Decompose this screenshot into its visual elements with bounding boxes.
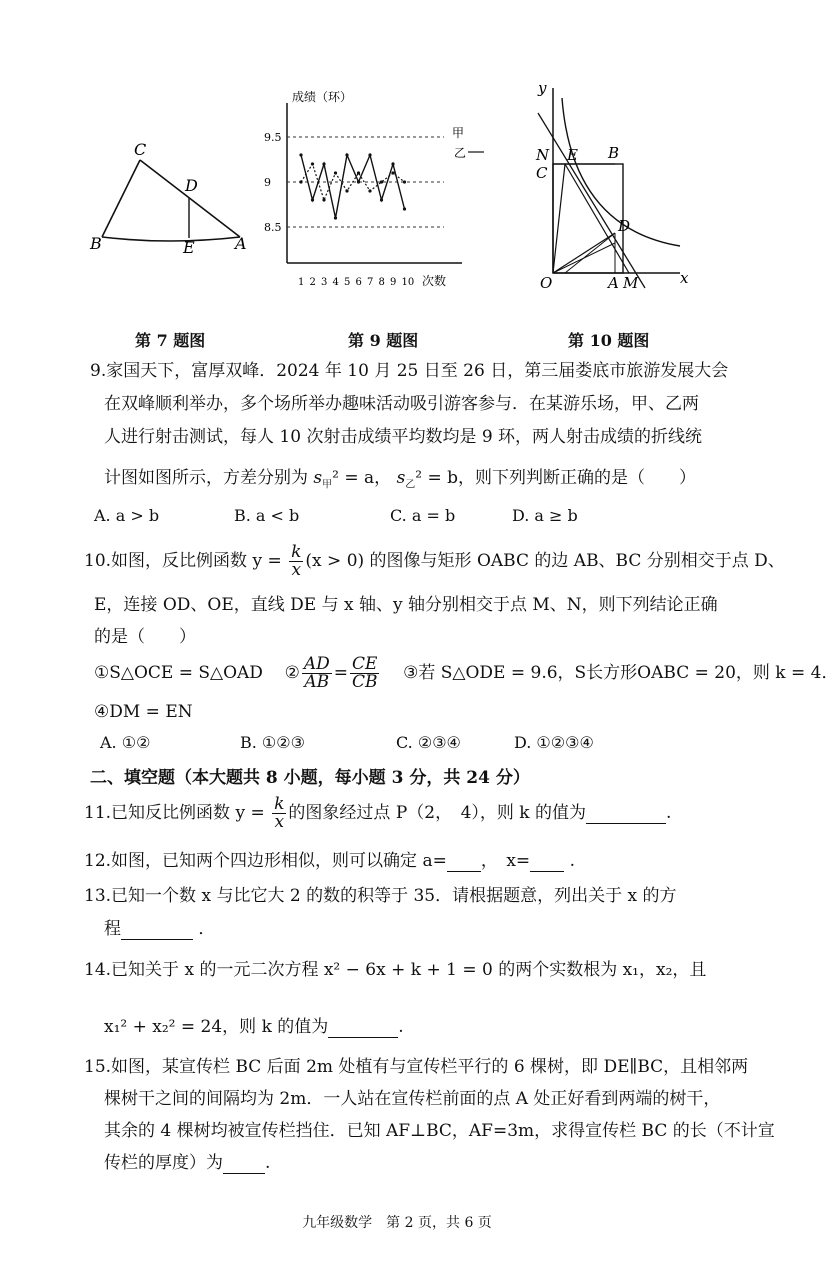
fig10-label-D: D	[618, 217, 631, 235]
q9-eq1: ² = a，	[332, 468, 392, 488]
chart9-point-jia	[334, 216, 337, 219]
q11-answer-blank[interactable]	[586, 803, 666, 824]
q12-number: 12.	[84, 851, 112, 871]
chart9-point-jia	[357, 180, 360, 183]
page-footer: 九年级数学 第 2 页，共 6 页	[302, 1215, 492, 1231]
fig10-line-DM	[565, 233, 615, 273]
fig7-caption: 第 7 题图	[135, 331, 206, 350]
fig7-label-D: D	[185, 176, 198, 195]
q11-frac-den: x	[274, 812, 285, 832]
fig7-label-B: B	[90, 234, 102, 253]
chart9-ylabel: 成绩（环）	[292, 90, 353, 104]
q11-fraction	[272, 796, 286, 831]
q10-fraction	[289, 544, 303, 579]
figure-9-chart	[262, 85, 487, 295]
q9-option-a[interactable]: A. a > b	[94, 506, 160, 525]
q15-number: 15.	[84, 1057, 112, 1077]
q10-conclusion-3: ③若 S△ODE = 9.6，S长方形OABC = 20，则 k = 4．	[403, 663, 838, 683]
q13-end: ．	[198, 919, 216, 939]
q9-line-4	[104, 463, 696, 490]
q10-number: 10.	[84, 551, 112, 571]
q10-c2-eq: =	[333, 663, 348, 683]
fig10-label-x: x	[680, 269, 689, 287]
chart9-point-yi	[311, 162, 314, 165]
q12-end: .	[569, 851, 575, 871]
q9-option-b[interactable]: B. a < b	[234, 506, 300, 525]
chart9-ytick: 9	[264, 176, 271, 189]
q15-line-4	[104, 1148, 270, 1174]
q10-conclusion-2-prefix: ②	[284, 663, 300, 683]
q10-line-3: 的是（ ）	[94, 627, 196, 647]
chart9-xtick: 5	[344, 277, 351, 288]
chart9-point-yi	[299, 180, 302, 183]
q11-text-b: 的图象经过点 P（2， 4），则 k 的值为	[288, 803, 587, 823]
chart9-xtick: 4	[332, 277, 339, 288]
q10-option-d[interactable]: D. ①②③④	[514, 733, 594, 752]
chart9-xtick: 1	[298, 277, 305, 288]
q10-text-1a: 如图，反比例函数 y =	[111, 551, 282, 571]
q15-line-1	[84, 1052, 748, 1077]
fig10-label-O: O	[540, 274, 553, 292]
fig10-label-B: B	[608, 144, 620, 162]
q13-line-1	[84, 881, 677, 906]
q10-option-b[interactable]: B. ①②③	[240, 733, 305, 752]
q9-line-1	[90, 356, 728, 381]
fig7-label-A: A	[235, 234, 247, 253]
q10-c2-n1: AD	[303, 654, 330, 674]
q9-s1: s	[313, 468, 323, 488]
chart9-point-jia	[299, 153, 302, 156]
q9-number: 9.	[90, 361, 107, 381]
figure-10	[530, 78, 700, 293]
q11-number: 11.	[84, 803, 112, 823]
q9-eq2: ² = b，则下列判断正确的是（ ）	[415, 468, 697, 488]
q11-frac-num: k	[274, 794, 285, 814]
chart9-point-jia	[403, 207, 406, 210]
q15-text-1: 如图，某宣传栏 BC 后面 2m 处植有与宣传栏平行的 6 棵树，即 DE∥BC，且相邻两	[111, 1057, 749, 1077]
chart9-xlabel: 次数	[422, 274, 447, 288]
q9-option-c[interactable]: C. a = b	[390, 506, 456, 525]
q10-frac-num: k	[291, 542, 302, 562]
q10-c2-frac1	[302, 656, 332, 691]
q15-answer-blank[interactable]	[223, 1153, 265, 1174]
q13-answer-blank[interactable]	[121, 919, 193, 940]
q12-answer-a-blank[interactable]	[447, 851, 481, 872]
fig7-arc	[102, 237, 240, 241]
q15-text-last: 传栏的厚度）为	[104, 1153, 223, 1173]
chart9-xtick: 10	[401, 277, 415, 288]
figure-7	[80, 135, 260, 265]
fig7-label-E: E	[183, 238, 195, 257]
q13-text-a: 已知一个数 x 与比它大 2 的数的积等于 35．请根据题意，列出关于 x 的方	[111, 886, 677, 906]
q10-line-1	[84, 544, 785, 579]
q15-line-2: 棵树干之间的间隔均为 2m．一人站在宣传栏前面的点 A 处正好看到两端的树干，	[104, 1089, 721, 1109]
fig10-line-OE	[553, 164, 565, 273]
q9-text-4a: 计图如图所示，方差分别为	[104, 468, 308, 488]
chart9-point-jia	[391, 162, 394, 165]
q14-end: .	[398, 1017, 404, 1037]
chart9-legend-jia: 甲	[452, 126, 465, 140]
fig7-side-ca	[140, 160, 240, 237]
chart9-point-jia	[368, 153, 371, 156]
fig10-caption: 第 10 题图	[568, 331, 650, 350]
chart9-point-yi	[403, 180, 406, 183]
q9-s1-sub: 甲	[322, 479, 333, 491]
q14-line-1	[84, 955, 706, 980]
q10-c2-frac2	[350, 656, 380, 691]
chart9-point-jia	[345, 153, 348, 156]
fig10-label-M: M	[623, 274, 639, 292]
q10-option-a[interactable]: A. ①②	[100, 733, 151, 752]
fig10-label-A: A	[608, 274, 619, 292]
q15-line-3: 其余的 4 棵树均被宣传栏挡住．已知 AF⊥BC，AF=3m，求得宣传栏 BC 的长（不计宣	[104, 1121, 775, 1141]
chart9-point-jia	[380, 198, 383, 201]
q10-c2-n2: CE	[350, 656, 380, 674]
q15-end: .	[265, 1153, 271, 1173]
q9-line-2: 在双峰顺利举办，多个场所举办趣味活动吸引游客参与．在某游乐场，甲、乙两	[104, 394, 699, 414]
fig9-caption: 第 9 题图	[348, 331, 419, 350]
chart9-point-yi	[391, 171, 394, 174]
fig7-side-cb	[102, 160, 140, 237]
q10-conclusions	[94, 656, 838, 691]
fig10-line-OD2	[553, 243, 615, 273]
q10-conclusion-4: ④DM = EN	[94, 702, 193, 722]
chart9-legend-yi: 乙	[454, 146, 467, 160]
chart9-point-yi	[345, 189, 348, 192]
q12-answer-x-blank[interactable]	[530, 851, 564, 872]
fig10-line-OD	[553, 233, 615, 273]
q14-line-2	[104, 1012, 404, 1038]
q10-c2-d1: AB	[304, 672, 330, 692]
chart9-xtick: 2	[309, 277, 316, 288]
chart9-xtick: 3	[321, 277, 328, 288]
q9-option-d[interactable]: D. a ≥ b	[512, 506, 578, 525]
chart9-ytick: 8.5	[264, 221, 282, 234]
q13-text-b: 程	[104, 919, 121, 939]
q11-text-a: 已知反比例函数 y =	[111, 803, 265, 823]
chart9-point-jia	[311, 198, 314, 201]
section-2-heading: 二、填空题（本大题共 8 小题，每小题 3 分，共 24 分）	[90, 768, 530, 788]
q9-s2-sub: 乙	[405, 479, 416, 491]
chart9-xtick: 7	[367, 277, 374, 288]
fig7-label-C: C	[134, 140, 147, 159]
chart9-xtick: 6	[355, 277, 362, 288]
chart9-point-yi	[380, 180, 383, 183]
q10-frac-den: x	[291, 560, 302, 580]
q12-text-a: 如图，已知两个四边形相似，则可以确定 a=	[111, 851, 447, 871]
q12	[84, 846, 575, 872]
q11	[84, 796, 671, 831]
q14-number: 14.	[84, 960, 112, 980]
q10-line-2: E，连接 OD、OE，直线 DE 与 x 轴、y 轴分别相交于点 M、N，则下列结论正确	[94, 595, 718, 615]
q13-number: 13.	[84, 886, 112, 906]
fig10-label-y: y	[538, 79, 547, 97]
q9-s2: s	[396, 468, 406, 488]
fig10-label-E: E	[567, 146, 578, 164]
chart9-series-line-jia	[301, 155, 405, 218]
q10-option-c[interactable]: C. ②③④	[396, 733, 461, 752]
q12-text-b: ， x=	[480, 851, 531, 871]
q10-text-1b: (x > 0) 的图像与矩形 OABC 的边 AB、BC 分别相交于点 D、	[305, 551, 785, 571]
q9-text-1: 家国天下，富厚双峰．2024 年 10 月 25 日至 26 日，第三届娄底市旅游发展大会	[106, 361, 729, 381]
chart9-point-yi	[322, 198, 325, 201]
chart9-point-yi	[334, 171, 337, 174]
fig10-label-N: N	[536, 146, 550, 164]
chart9-xtick: 8	[378, 277, 385, 288]
fig10-label-C: C	[536, 164, 548, 182]
q13-line-2	[104, 914, 215, 940]
chart9-point-yi	[368, 189, 371, 192]
q9-line-3: 人进行射击测试，每人 10 次射击成绩平均数均是 9 环，两人射击成绩的折线统	[104, 427, 703, 447]
q14-text-a: 已知关于 x 的一元二次方程 x² − 6x + k + 1 = 0 的两个实数根为 x₁，x₂，且	[111, 960, 707, 980]
q14-text-b: x₁² + x₂² = 24，则 k 的值为	[104, 1017, 329, 1037]
q11-end: .	[666, 803, 672, 823]
chart9-xtick: 9	[390, 277, 397, 288]
q10-c2-d2: CB	[351, 672, 378, 692]
q10-conclusion-1: ①S△OCE = S△OAD	[94, 663, 263, 683]
chart9-ytick: 9.5	[264, 131, 282, 144]
q14-answer-blank[interactable]	[328, 1017, 398, 1038]
chart9-point-yi	[357, 171, 360, 174]
chart9-point-jia	[322, 162, 325, 165]
